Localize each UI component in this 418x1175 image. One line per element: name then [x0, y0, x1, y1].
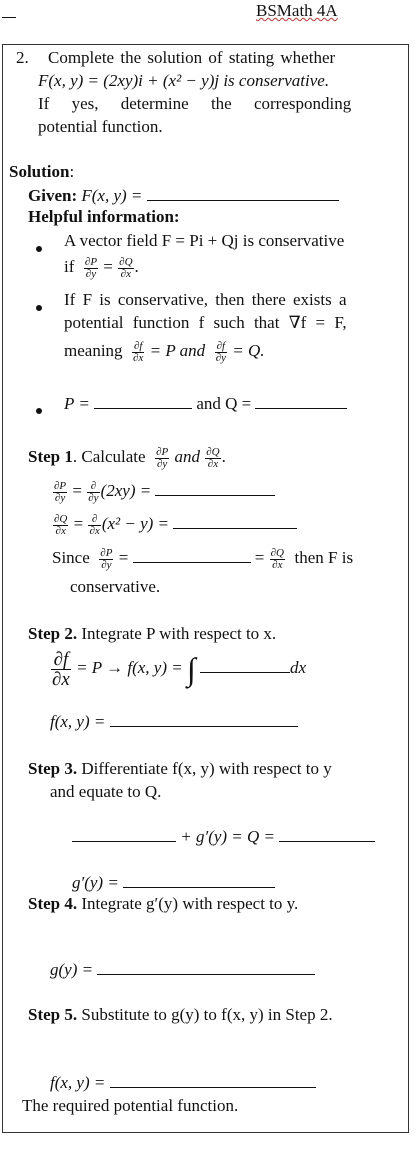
gprime-row: g′(y) = [72, 873, 275, 893]
q-value-blank[interactable] [279, 827, 375, 842]
step-5-heading: Step 5. Substitute to g(y) to f(x, y) in Step 2. [28, 1005, 333, 1024]
problem-line-1: Complete the solution of stating whether [48, 48, 336, 67]
given-expression: F(x, y) = [81, 186, 143, 205]
bullet-1-condition: if $\frac{\partial P}{\partial y}$ = $\frac{\partial Q}{\partial x}$ . [64, 255, 139, 280]
given-row [28, 186, 339, 206]
p-blank[interactable] [94, 394, 192, 409]
step-1-row-2: $\frac{\partial Q}{\partial x}$ = $\frac{\partial}{\partial x}$ (x² − y) = [52, 509, 297, 539]
final-fxy-row: f(x, y) = [50, 1073, 316, 1093]
final-fxy-blank[interactable] [110, 1073, 316, 1088]
bullet-3-row: P = and Q = [64, 394, 347, 414]
bullet-2-line-2: potential function f such that ∇f = F, [64, 313, 347, 332]
q-blank[interactable] [255, 394, 347, 409]
solution-heading: Solution: [9, 162, 75, 181]
problem-number: 2. [16, 48, 29, 67]
problem-line-2: F(x, y) = (2xy)i + (x² − y)j is conservative. [38, 71, 330, 90]
step-1-row-1: $\frac{\partial P}{\partial y}$ = $\frac{\partial}{\partial y}$ (2xy) = [52, 476, 275, 506]
problem-line-4: potential function. [38, 117, 163, 136]
step-1-since: Since $\frac{\partial P}{\partial y}$ = = $\frac{\partial Q}{\partial x}$ then F is [52, 546, 354, 571]
integral-sign: ∫ [187, 651, 196, 688]
problem-line-3: If yes, determine the corresponding [38, 94, 352, 113]
integrand-blank[interactable] [200, 658, 290, 673]
since-blank[interactable] [133, 548, 251, 563]
dp-dy-blank[interactable] [155, 481, 275, 496]
step-3-heading: Step 3. Differentiate f(x, y) with respect to y [28, 759, 332, 778]
bullet-2 [36, 297, 42, 317]
bullet-1 [36, 238, 42, 258]
step-2-heading: Step 2. Integrate P with respect to x. [28, 624, 277, 643]
given-label: Given: [28, 186, 78, 205]
step-1-conservative: conservative. [70, 577, 161, 596]
step-2-integral: $\frac{\partial f}{\partial x}$ = P → f(x, y) = ∫ dx [52, 648, 307, 690]
gy-blank[interactable] [97, 960, 315, 975]
step-3-line-2: and equate to Q. [50, 782, 162, 801]
document-title: BSMath 4A [256, 1, 338, 20]
bullet-3 [36, 400, 42, 420]
gprime-blank[interactable] [123, 873, 275, 888]
fxy-blank-step-2[interactable] [110, 712, 298, 727]
step-4-heading: Step 4. Integrate g′(y) with respect to y. [28, 894, 299, 913]
step-3-equation: + g′(y) = Q = [72, 827, 375, 847]
given-blank[interactable] [147, 186, 339, 201]
header-rule [2, 17, 16, 18]
dq-dx-blank[interactable] [173, 514, 297, 529]
bullet-1-line-1: A vector field F = Pi + Qj is conservative [64, 231, 345, 250]
df-dy-blank[interactable] [72, 827, 176, 842]
step-1-heading: Step 1. Calculate $\frac{\partial P}{\partial y}$ and $\frac{\partial Q}{\partial x}$ . [28, 445, 226, 470]
final-caption: The required potential function. [22, 1096, 239, 1115]
helpful-info-label: Helpful information: [28, 207, 180, 226]
bullet-2-meaning: meaning $\frac{\partial f}{\partial x}$ = P and $\frac{\partial f}{\partial y}$ = Q. [64, 339, 265, 364]
step-2-fxy-row: f(x, y) = [50, 712, 298, 732]
gy-row: g(y) = [50, 960, 315, 980]
bullet-2-line-1: If F is conservative, then there exists a [64, 290, 347, 309]
